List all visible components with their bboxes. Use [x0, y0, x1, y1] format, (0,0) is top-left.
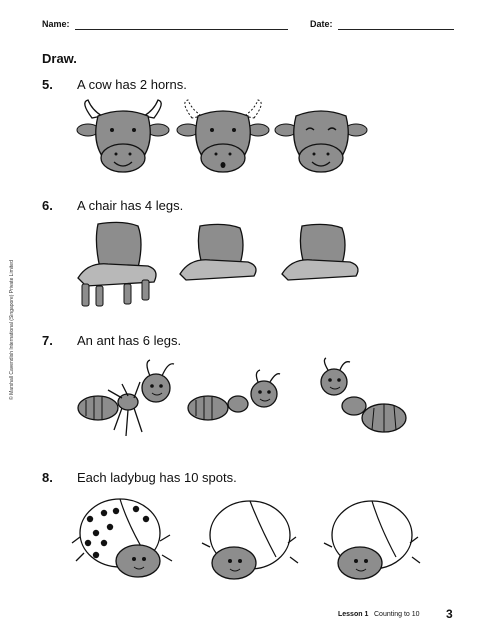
ant-picture-1 — [78, 360, 178, 440]
ladybug-picture-2 — [204, 497, 304, 597]
ant-picture-3 — [312, 362, 412, 442]
question-number: 5. — [42, 77, 53, 92]
chair-picture-3 — [282, 224, 372, 284]
cow-picture-3 — [276, 100, 366, 180]
question-text: A cow has 2 horns. — [77, 77, 187, 92]
section-title: Draw. — [42, 51, 77, 66]
question-number: 8. — [42, 470, 53, 485]
question-number: 6. — [42, 198, 53, 213]
footer-topic: Counting to 10 — [374, 611, 420, 618]
page-number: 3 — [446, 607, 453, 621]
ladybug-picture-1 — [76, 495, 176, 595]
copyright-notice: © Marshall Cavendish International (Singapore) Private Limited — [9, 260, 15, 400]
question-text: Each ladybug has 10 spots. — [77, 470, 237, 485]
date-label: Date: — [310, 19, 333, 29]
name-label: Name: — [42, 19, 70, 29]
question-text: An ant has 6 legs. — [77, 333, 182, 348]
question-number: 7. — [42, 333, 53, 348]
question-text: A chair has 4 legs. — [77, 198, 184, 213]
name-line[interactable] — [75, 29, 288, 30]
cow-picture-2 — [178, 100, 268, 180]
cow-picture-1 — [78, 100, 168, 180]
chair-picture-1 — [78, 222, 168, 312]
ant-picture-2 — [188, 372, 288, 432]
ladybug-picture-3 — [326, 497, 426, 597]
footer-lesson: Lesson 1 — [338, 611, 369, 618]
chair-picture-2 — [180, 224, 270, 284]
date-line[interactable] — [338, 29, 454, 30]
